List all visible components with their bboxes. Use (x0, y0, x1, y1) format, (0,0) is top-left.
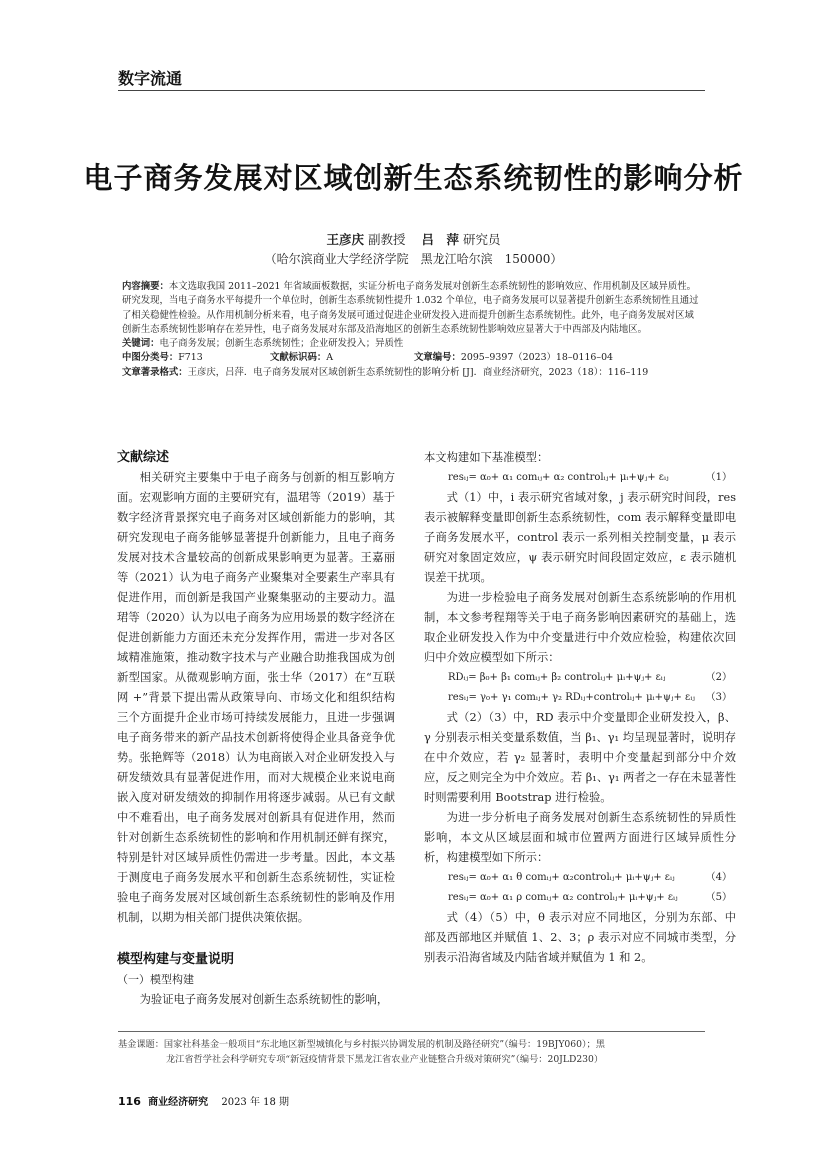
author-line (0, 230, 827, 248)
affiliation: （哈尔滨商业大学经济学院 黑龙江哈尔滨 150000） (264, 252, 563, 266)
keywords (122, 337, 700, 351)
paragraph: 为验证电子商务发展对创新生态系统韧性的影响， (139, 993, 389, 1006)
abstract-text: 本文选取我国 2011–2021 年省域面板数据，实证分析电子商务发展对创新生态系统韧性的影响效应、作用机制及区域异质性。研究发现，当电子商务水平每提升一个单位时，创新生态系统韧性提升 1.032 个单位，电子商务发展可以显著提升创新生态系统韧性且通过了相关稳健性检验。从作用机制分析来看，电子商务发展可通过促进企业研发投入进而提升创新生态系统韧性。此外，电子商务发展对区域创新生态系统韧性影响存在差异性，电子商务发展对东部及沿海地区的创新生态系统韧性影响效应显著大于中西部及内陆地区。 (122, 281, 699, 335)
equation-body: RDᵢⱼ= β₀+ β₁ comᵢⱼ+ β₂ controlᵢⱼ+ μᵢ+ψⱼ+ εᵢⱼ (448, 672, 666, 683)
equation (424, 688, 736, 708)
article-no-label: 文章编号： (414, 352, 461, 364)
equation-number: （4） (705, 872, 732, 883)
abstract (122, 280, 700, 337)
footnote-line: 龙江省哲学社会科学研究专项“新冠疫情背景下黑龙江省农业产业链整合升级对策研究”（编号：20JLD230） (166, 1054, 604, 1065)
abstract-label: 内容摘要： (122, 281, 169, 292)
citation (122, 366, 700, 380)
author-role: 副教授 (368, 232, 406, 247)
paragraph: 为进一步分析电子商务发展对创新生态系统韧性的异质性影响，本文从区域层面和城市位置两方面进行区域异质性分析，构建模型如下所示： (424, 811, 736, 864)
journal-name: 商业经济研究 (148, 1097, 209, 1108)
equation-body: resᵢⱼ= α₀+ α₁ θ comᵢⱼ+ α₂controlᵢⱼ+ μᵢ+ψⱼ+ εᵢⱼ (448, 872, 675, 883)
section-heading: 文献综述 (117, 450, 170, 465)
paragraph: 相关研究主要集中于电子商务与创新的相互影响方面。宏观影响方面的主要研究有，温珺等（2019）基于数字经济背景探究电子商务对区域创新能力的影响，其研究发现电子商务能够显著提升创新能力，且电子商务发展对技术含量较高的创新成果影响更为显著。王嘉丽等（2021）认为电子商务产业聚集对全要素生产率具有促进作用，而创新是我国产业聚集驱动的主要动力。温珺等（2020）认为以电子商务为应用场景的数字经济在促进创新能力方面还未充分发挥作用，需进一步对各区域精准施策，推动数字技术与产业融合助推我国成为创新型国家。从微观影响方面，张士华（2017）在“互联网 +”背景下提出需从政策导向、市场文化和组织结构三个方面提升企业市场可持续发展能力，且进一步强调电子商务带来的新产品技术创新将使得企业具备竞争优势。张艳辉等（2018）认为电商嵌入对企业研发投入与研发绩效具有显著促进作用，而对大规模企业来说电商嵌入度对研发绩效的抑制作用将逐步减弱。从已有文献中不难看出，电子商务发展对创新具有促进作用，然而针对创新生态系统韧性的影响和作用机制还鲜有探究，特别是针对区域异质性仍需进一步考量。因此，本文基于测度电子商务发展水平和创新生态系统韧性，实证检验电子商务发展对区域创新生态系统韧性的影响及作用机制，以期为相关部门提供决策依据。 (117, 471, 395, 924)
funding-footnote (118, 1037, 703, 1067)
section-tag: 数字流通 (118, 69, 183, 88)
keywords-text: 电子商务发展；创新生态系统韧性；企业研发投入；异质性 (159, 338, 404, 350)
equation (424, 868, 736, 888)
page-number: 116 (118, 1095, 141, 1108)
paragraph: 本文构建如下基准模型： (424, 451, 549, 464)
footnote-divider (118, 1031, 705, 1032)
citation-label: 文章著录格式： (122, 366, 188, 378)
paragraph: 式（1）中，i 表示研究省域对象，j 表示研究时间段，res 表示被解释变量即创新生态系统韧性，com 表示解释变量即电子商务发展水平，control 表示一系列相关控制变量，μ 表示研究对象固定效应，ψ 表示研究时间段固定效应，ε 表示随机误差干扰项。 (424, 491, 736, 584)
equation (424, 668, 736, 688)
citation-text: 王彦庆，吕萍．电子商务发展对区域创新生态系统韧性的影响分析 [J]．商业经济研究，2023（18）：116–119 (187, 366, 649, 378)
header-divider (118, 90, 705, 91)
article-title: 电子商务发展对区域创新生态系统韧性的影响分析 (83, 161, 744, 195)
keywords-label: 关键词： (122, 338, 160, 350)
left-column (117, 448, 395, 1010)
equation-number: （3） (705, 692, 732, 703)
equation-number: （5） (705, 892, 732, 903)
equation-number: （2） (705, 672, 732, 683)
paragraph: 式（4）（5）中，θ 表示对应不同地区，分别为东部、中部及西部地区并赋值 1、2、3；ρ 表示对应不同城市类型，分别表示沿海省域及内陆省域并赋值为 1 和 2。 (424, 911, 736, 964)
abstract-block (122, 280, 700, 380)
equation-body: resᵢⱼ= γ₀+ γ₁ comᵢⱼ+ γ₂ RDᵢⱼ+controlᵢⱼ+ μᵢ+ψⱼ+ εᵢⱼ (448, 692, 695, 703)
classification-row (122, 351, 700, 365)
doc-code-value: A (326, 352, 334, 364)
equation (424, 888, 736, 908)
author-role: 研究员 (462, 232, 501, 247)
section-heading: 模型构建与变量说明 (117, 952, 235, 967)
doc-code-label: 文献标识码： (270, 352, 327, 364)
clc-value: F713 (178, 352, 203, 364)
footnote-line: 基金课题：国家社科基金一般项目“东北地区新型城镇化与乡村振兴协调发展的机制及路径研究”（编号：19BJY060）；黑 (118, 1039, 605, 1050)
subsection-heading: （一）模型构建 (117, 973, 194, 986)
issue-label: 2023 年 18 期 (221, 1097, 290, 1108)
article-no-value: 2095–9397（2023）18–0116–04 (460, 352, 613, 364)
right-column (424, 448, 736, 968)
author-name: 吕 萍 (421, 232, 459, 247)
equation-number: （1） (705, 472, 732, 483)
equation-body: resᵢⱼ= α₀+ α₁ comᵢⱼ+ α₂ controlᵢⱼ+ μᵢ+ψⱼ+ εᵢⱼ (448, 472, 669, 483)
equation-body: resᵢⱼ= α₀+ α₁ ρ comᵢⱼ+ α₂ controlᵢⱼ+ μᵢ+ψⱼ+ εᵢⱼ (448, 892, 678, 903)
clc-label: 中图分类号： (122, 352, 179, 364)
paragraph: 式（2）（3）中，RD 表示中介变量即企业研发投入，β、γ 分别表示相关变量系数值，当 β₁、γ₁ 均呈现显著时，说明存在中介效应，若 γ₂ 显著时，表明中介变量起到部分中介效应，反之则完全为中介效应。若 β₁、γ₁ 两者之一存在未显著性时则需要利用 Bootstrap 进行检验。 (424, 711, 736, 804)
equation (424, 468, 736, 488)
author-name: 王彦庆 (326, 232, 365, 247)
paragraph: 为进一步检验电子商务发展对创新生态系统影响的作用机制，本文参考程翔等关于电子商务影响因素研究的基础上，选取企业研发投入作为中介变量进行中介效应检验，构建依次回归中介效应模型如下所示： (424, 591, 736, 664)
page-footer (118, 1093, 289, 1108)
